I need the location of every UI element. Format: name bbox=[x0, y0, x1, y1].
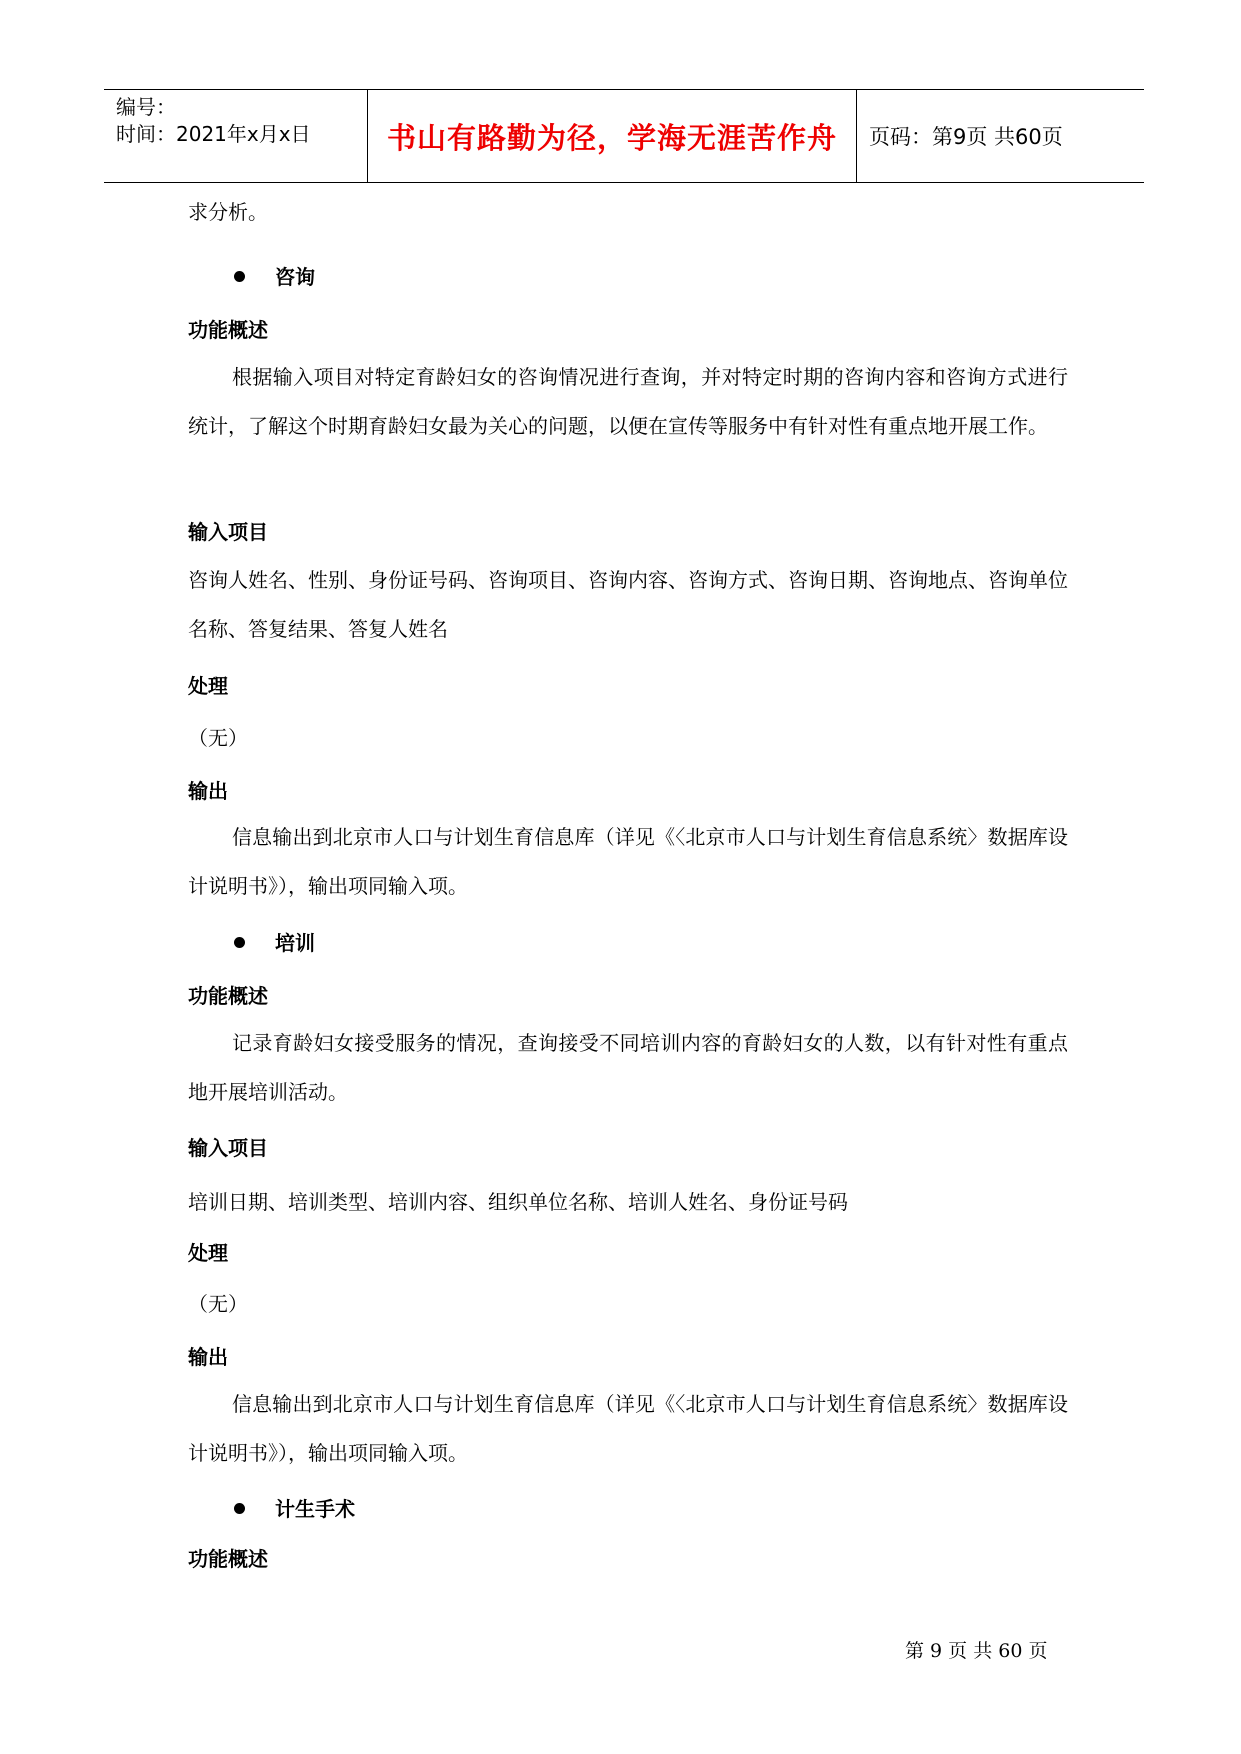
overview-heading: 功能概述 bbox=[188, 1547, 268, 1571]
header-meta bbox=[104, 90, 368, 182]
process-text: （无） bbox=[188, 726, 248, 750]
bullet-icon bbox=[234, 937, 245, 948]
output-heading: 输出 bbox=[188, 1345, 228, 1369]
output-text: 信息输出到北京市人口与计划生育信息库（详见《〈北京市人口与计划生育信息系统〉数据库设计说明书》），输出项同输入项。 bbox=[188, 1392, 1068, 1465]
intro-tail: 求分析。 bbox=[188, 200, 268, 224]
section-title: 计生手术 bbox=[275, 1497, 355, 1521]
overview-text: 记录育龄妇女接受服务的情况，查询接受不同培训内容的育龄妇女的人数，以有针对性有重点地开展培训活动。 bbox=[188, 1031, 1068, 1104]
section-consult-heading bbox=[234, 261, 315, 290]
output-heading: 输出 bbox=[188, 779, 228, 803]
header-motto: 书山有路勤为径，学海无涯苦作舟 bbox=[368, 90, 857, 182]
section-title: 咨询 bbox=[275, 265, 315, 289]
overview-heading: 功能概述 bbox=[188, 318, 268, 342]
bullet-icon bbox=[234, 1503, 245, 1514]
input-text: 咨询人姓名、性别、身份证号码、咨询项目、咨询内容、咨询方式、咨询日期、咨询地点、咨询单位名称、答复结果、答复人姓名 bbox=[188, 568, 1068, 641]
section-title: 培训 bbox=[275, 931, 315, 955]
process-heading: 处理 bbox=[188, 1241, 228, 1265]
page-footer: 第 9 页 共 60 页 bbox=[905, 1640, 1048, 1662]
input-text: 培训日期、培训类型、培训内容、组织单位名称、培训人姓名、身份证号码 bbox=[188, 1190, 848, 1214]
overview-heading: 功能概述 bbox=[188, 984, 268, 1008]
bullet-icon bbox=[234, 271, 245, 282]
section-training-heading bbox=[234, 927, 315, 956]
process-heading: 处理 bbox=[188, 674, 228, 698]
section-surgery-heading bbox=[234, 1493, 355, 1522]
time-label: 时间：2021年x月x日 bbox=[116, 122, 311, 146]
input-heading: 输入项目 bbox=[188, 520, 268, 544]
page-header bbox=[104, 89, 1144, 183]
header-page-code: 页码：第9页 共60页 bbox=[869, 125, 1063, 149]
number-label: 编号： bbox=[116, 95, 176, 119]
input-heading: 输入项目 bbox=[188, 1136, 268, 1160]
output-text: 信息输出到北京市人口与计划生育信息库（详见《〈北京市人口与计划生育信息系统〉数据库设计说明书》），输出项同输入项。 bbox=[188, 825, 1068, 898]
process-text: （无） bbox=[188, 1292, 248, 1316]
overview-text: 根据输入项目对特定育龄妇女的咨询情况进行查询，并对特定时期的咨询内容和咨询方式进行统计，了解这个时期育龄妇女最为关心的问题，以便在宣传等服务中有针对性有重点地开展工作。 bbox=[188, 365, 1068, 438]
